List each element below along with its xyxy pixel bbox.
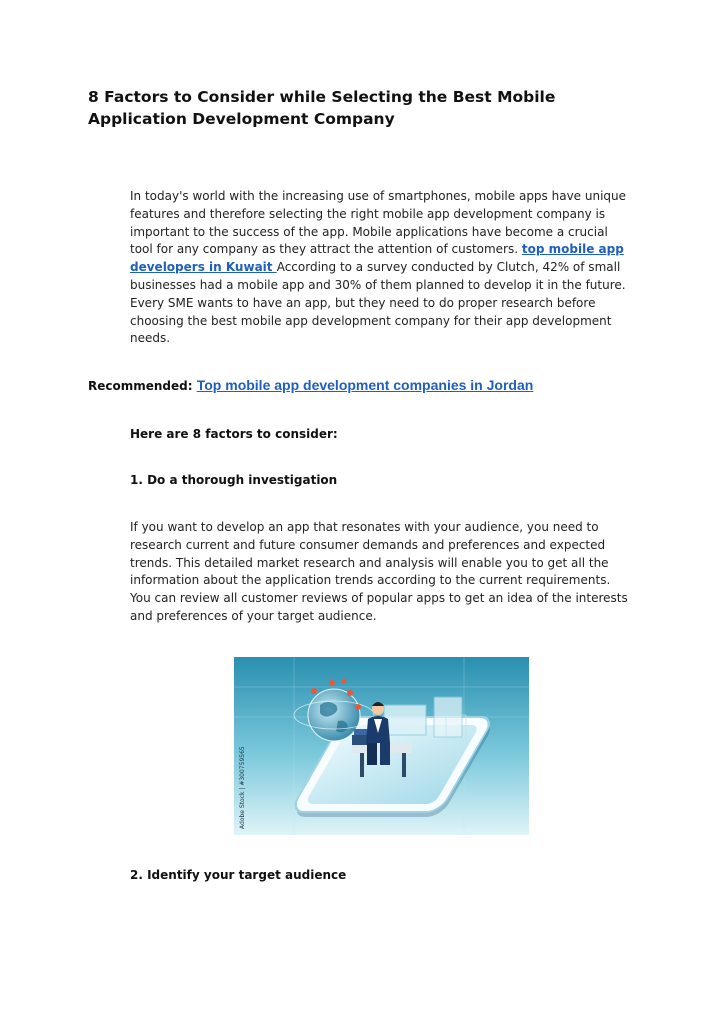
factor-1-body: If you want to develop an app that resonates with your audience, you need to research current and future consumer demands and preferences and expected trends. This detailed market research and analysis will enable you to get all the information about the application trends according to the current requirements. You can review all customer reviews of popular apps to get an idea of the interests and preferences of your target audience. (130, 520, 628, 623)
recommended-label: Recommended: (88, 379, 193, 393)
mobile-development-illustration (234, 657, 529, 835)
kuwait-developers-link[interactable]: top mobile app developers in Kuwait (130, 242, 624, 275)
image-watermark: Adobe Stock | #300759565 (239, 746, 246, 829)
intro-text-start: In today's world with the increasing use of smartphones, mobile apps have unique features and therefore selecting the right mobile app development company is important to the success of the app. Mobile applications have become a crucial tool for any company as they attract the attention of customers. (130, 189, 627, 257)
factors-intro: Here are 8 factors to consider: (130, 427, 338, 441)
factor-1-heading: 1. Do a thorough investigation (130, 473, 338, 487)
intro-text-end: According to a survey conducted by Clutch, 42% of small businesses had a mobile app and 30% of them planned to develop it in the future. Every SME wants to have an app, but they need to do proper research before choosing the best mobile app development company for their app development needs. (130, 260, 626, 346)
recommended-line (88, 377, 533, 393)
page-title: 8 Factors to Consider while Selecting the Best Mobile Application Development Company (88, 88, 556, 128)
intro-paragraph (130, 188, 630, 348)
factor-2-heading: 2. Identify your target audience (130, 868, 347, 882)
jordan-companies-link[interactable]: Top mobile app development companies in Jordan (196, 377, 534, 393)
